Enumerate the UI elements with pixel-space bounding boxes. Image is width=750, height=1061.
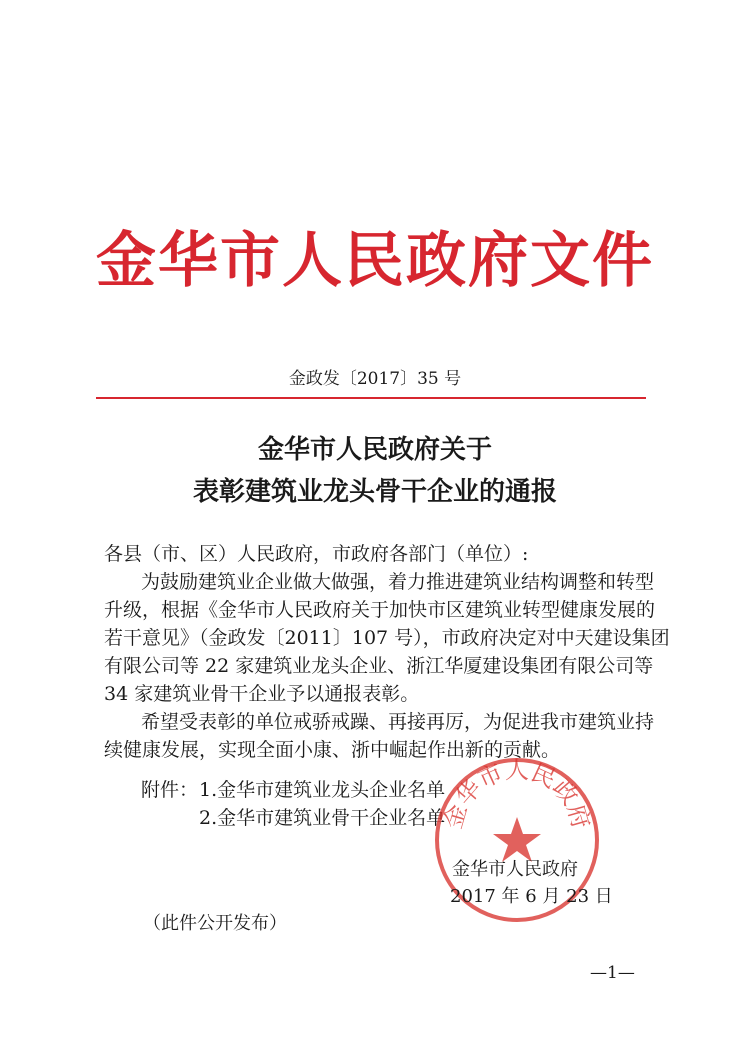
document-title-line-2: 表彰建筑业龙头骨干企业的通报 <box>192 477 557 507</box>
seal-text: 金华市人民政府 <box>438 756 596 832</box>
salutation: 各县（市、区）人民政府，市政府各部门（单位）: <box>104 543 529 565</box>
issuer-name: 金华市人民政府 <box>452 859 578 880</box>
attachment-item: 1.金华市建筑业龙头企业名单 <box>199 779 446 801</box>
red-divider-line <box>96 397 646 399</box>
document-title-line-1: 金华市人民政府关于 <box>257 435 492 465</box>
paragraph-1-line: 为鼓励建筑业企业做大做强，着力推进建筑业结构调整和转型 <box>141 571 655 593</box>
document-header-title: 金华市人民政府文件 <box>96 226 654 296</box>
paragraph-1-line: 若干意见》（金政发〔2011〕107 号），市政府决定对中天建设集团 <box>104 627 670 649</box>
paragraph-1-line: 有限公司等 22 家建筑业龙头企业、浙江华厦建设集团有限公司等 <box>104 655 654 677</box>
paragraph-1-line: 34 家建筑业骨干企业予以通报表彰。 <box>104 683 420 705</box>
page-number: —1— <box>590 963 635 983</box>
seal-star-icon <box>493 817 541 862</box>
paragraph-2-line: 续健康发展，实现全面小康、浙中崛起作出新的贡献。 <box>104 739 561 761</box>
issue-date: 2017 年 6 月 23 日 <box>450 886 613 907</box>
document-number: 金政发〔2017〕35 号 <box>288 369 462 389</box>
attachments-label: 附件： <box>141 779 199 801</box>
attachment-item: 2.金华市建筑业骨干企业名单 <box>199 807 446 829</box>
paragraph-1-line: 升级，根据《金华市人民政府关于加快市区建筑业转型健康发展的 <box>104 599 656 621</box>
publish-note: （此件公开发布） <box>143 913 287 934</box>
paragraph-2-line: 希望受表彰的单位戒骄戒躁、再接再厉，为促进我市建筑业持 <box>141 711 655 733</box>
